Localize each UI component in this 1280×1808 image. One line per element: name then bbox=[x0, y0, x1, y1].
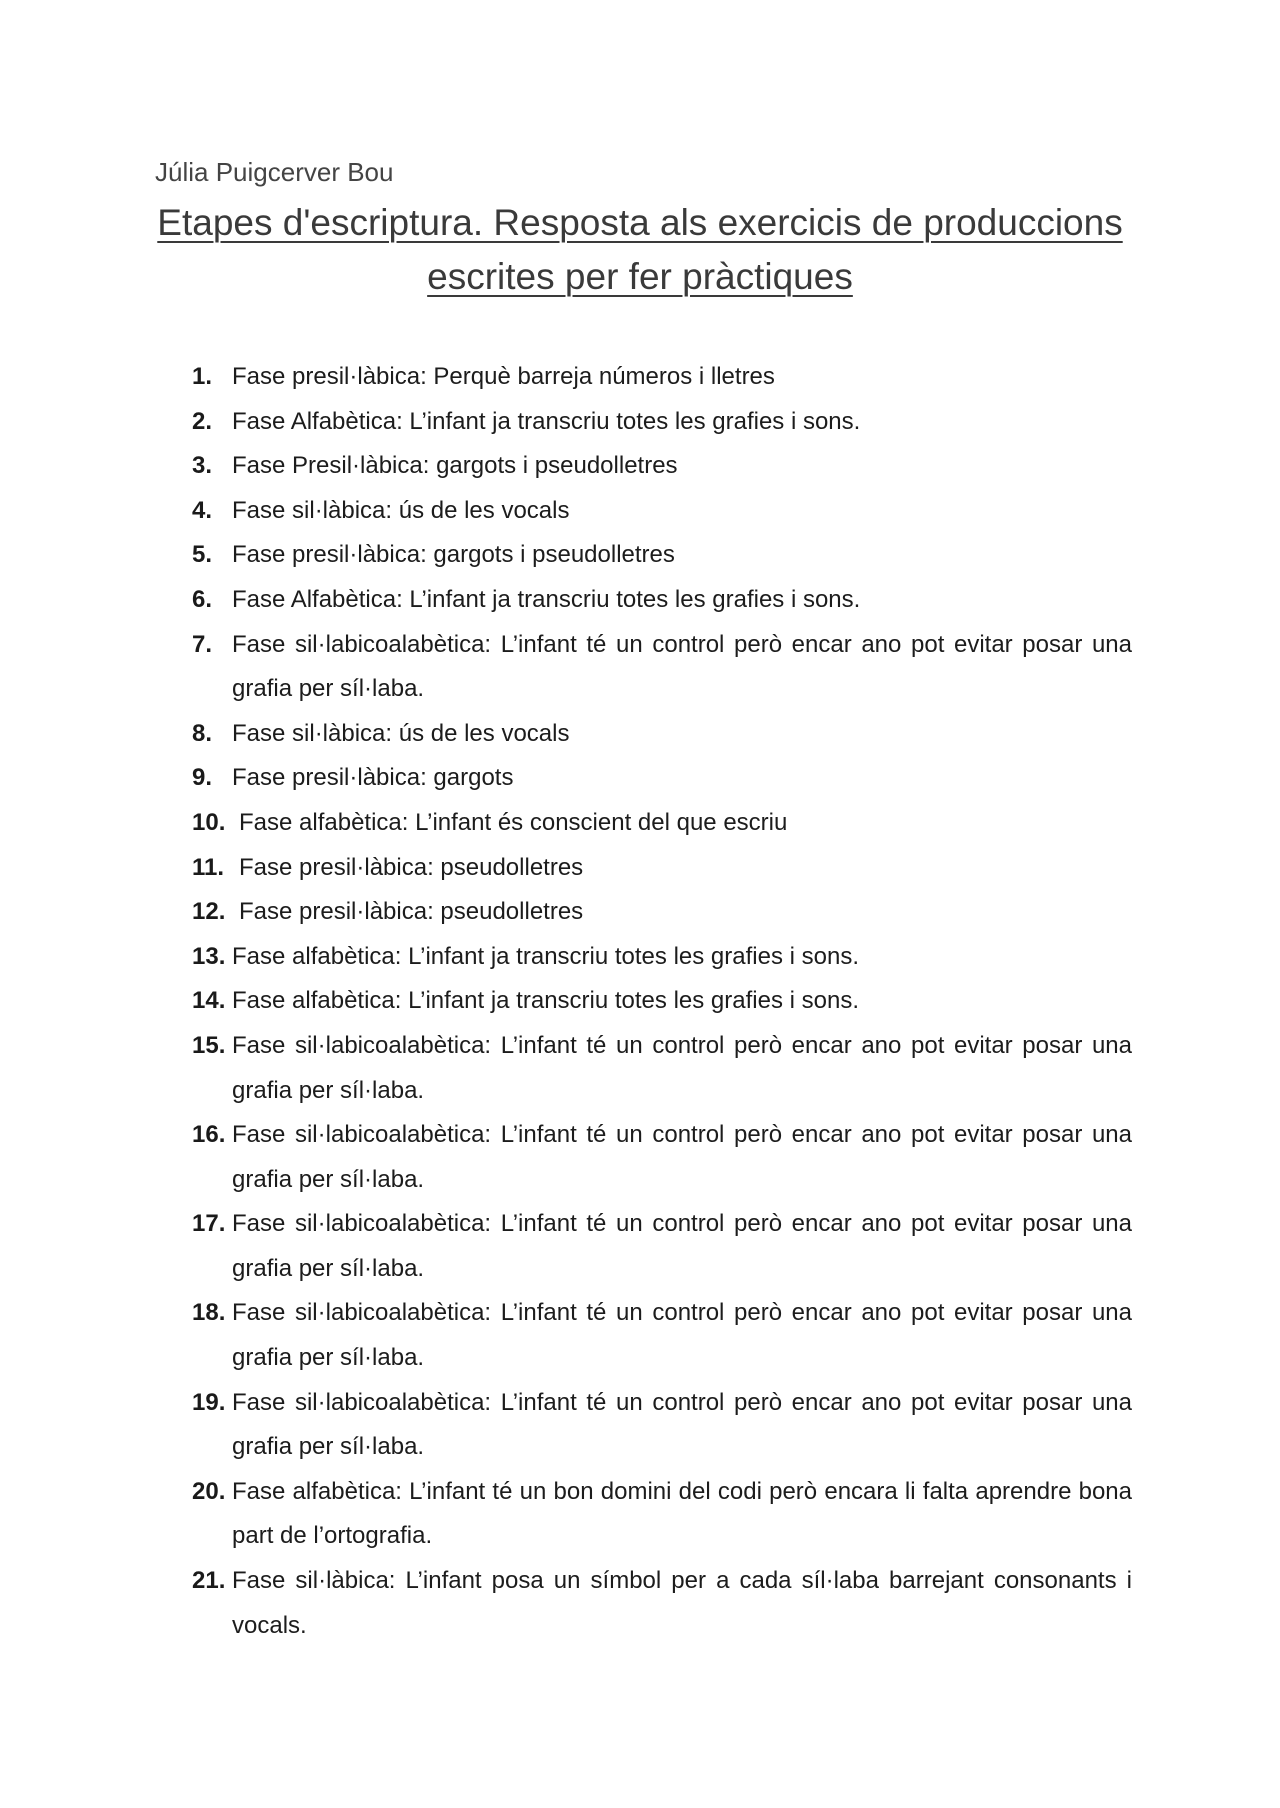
list-item bbox=[192, 1202, 1132, 1291]
list-item bbox=[192, 979, 1132, 1024]
item-text: Fase presil·làbica: gargots bbox=[232, 764, 514, 792]
item-text: Fase sil·labicoalabètica: L’infant té un control però encar ano pot evitar posar una grafia per síl·laba. bbox=[232, 1210, 1132, 1282]
list-item bbox=[192, 712, 1132, 757]
author-name: Júlia Puigcerver Bou bbox=[155, 157, 394, 187]
item-number: 21. bbox=[192, 1567, 226, 1595]
list-item bbox=[192, 890, 1132, 935]
item-number: 6. bbox=[192, 585, 213, 613]
list-item bbox=[192, 1024, 1132, 1113]
item-number: 9. bbox=[192, 764, 213, 792]
item-text: Fase sil·labicoalabètica: L’infant té un control però encar ano pot evitar posar una grafia per síl·laba. bbox=[232, 630, 1132, 703]
item-text: Fase presil·làbica: pseudolletres bbox=[239, 898, 584, 926]
list-item bbox=[192, 400, 1132, 445]
item-text: Fase alfabètica: L’infant és conscient del que escriu bbox=[239, 808, 788, 836]
list-item bbox=[192, 578, 1132, 623]
item-number: 13. bbox=[192, 942, 226, 970]
list-item bbox=[192, 935, 1132, 980]
list-item bbox=[192, 1291, 1132, 1380]
list-item bbox=[192, 1381, 1132, 1470]
item-number: 2. bbox=[192, 407, 213, 435]
item-number: 8. bbox=[192, 719, 213, 747]
item-text: Fase alfabètica: L’infant ja transcriu totes les grafies i sons. bbox=[232, 942, 859, 970]
list-item bbox=[192, 1559, 1132, 1648]
list-item bbox=[192, 1113, 1132, 1202]
item-text: Fase sil·labicoalabètica: L’infant té un control però encar ano pot evitar posar una grafia per síl·laba. bbox=[232, 1121, 1132, 1193]
item-number: 18. bbox=[192, 1299, 226, 1327]
list-item bbox=[192, 489, 1132, 534]
item-number: 19. bbox=[192, 1388, 226, 1416]
answers-list bbox=[192, 355, 1132, 1648]
item-text: Fase presil·làbica: Perquè barreja números i lletres bbox=[232, 363, 775, 390]
item-number: 7. bbox=[192, 630, 213, 658]
item-text: Fase sil·làbica: ús de les vocals bbox=[232, 496, 570, 524]
title-line-2: escrites per fer pràctiques bbox=[427, 256, 853, 297]
item-text: Fase sil·labicoalabètica: L’infant té un control però encar ano pot evitar posar una grafia per síl·laba. bbox=[232, 1031, 1132, 1104]
list-item bbox=[192, 846, 1132, 891]
list-item bbox=[192, 533, 1132, 578]
item-number: 1. bbox=[192, 363, 213, 390]
item-number: 5. bbox=[192, 541, 213, 569]
item-text: Fase Alfabètica: L’infant ja transcriu totes les grafies i sons. bbox=[232, 585, 861, 613]
item-text: Fase sil·làbica: ús de les vocals bbox=[232, 719, 570, 747]
list-item bbox=[192, 801, 1132, 846]
item-text: Fase Presil·làbica: gargots i pseudolletres bbox=[232, 452, 678, 480]
item-text: Fase presil·làbica: pseudolletres bbox=[239, 853, 584, 881]
list-item bbox=[192, 444, 1132, 489]
item-number: 20. bbox=[192, 1477, 226, 1505]
item-number: 16. bbox=[192, 1121, 226, 1149]
list-item bbox=[192, 355, 1132, 400]
item-number: 15. bbox=[192, 1031, 226, 1059]
document-title bbox=[140, 196, 1140, 304]
title-line-1: Etapes d'escriptura. Resposta als exercicis de produccions bbox=[157, 202, 1123, 243]
list-item bbox=[192, 623, 1132, 712]
item-text: Fase Alfabètica: L’infant ja transcriu totes les grafies i sons. bbox=[232, 407, 861, 435]
item-number: 11. bbox=[192, 853, 225, 881]
item-number: 4. bbox=[192, 496, 213, 524]
item-number: 3. bbox=[192, 452, 213, 480]
item-number: 14. bbox=[192, 987, 226, 1015]
item-text: Fase presil·làbica: gargots i pseudolletres bbox=[232, 541, 675, 569]
list-item bbox=[192, 1470, 1132, 1559]
item-text: Fase alfabètica: L’infant té un bon domini del codi però encara li falta aprendre bona part de l’ortografia. bbox=[232, 1477, 1132, 1550]
item-text: Fase sil·làbica: L’infant posa un símbol per a cada síl·laba barrejant consonants i vocals. bbox=[232, 1567, 1132, 1639]
item-text: Fase sil·labicoalabètica: L’infant té un control però encar ano pot evitar posar una grafia per síl·laba. bbox=[232, 1388, 1132, 1461]
item-number: 12. bbox=[192, 898, 226, 926]
item-number: 17. bbox=[192, 1210, 226, 1238]
item-number: 10. bbox=[192, 808, 226, 836]
item-text: Fase alfabètica: L’infant ja transcriu totes les grafies i sons. bbox=[232, 987, 859, 1015]
list-item bbox=[192, 756, 1132, 801]
item-text: Fase sil·labicoalabètica: L’infant té un control però encar ano pot evitar posar una grafia per síl·laba. bbox=[232, 1299, 1132, 1372]
